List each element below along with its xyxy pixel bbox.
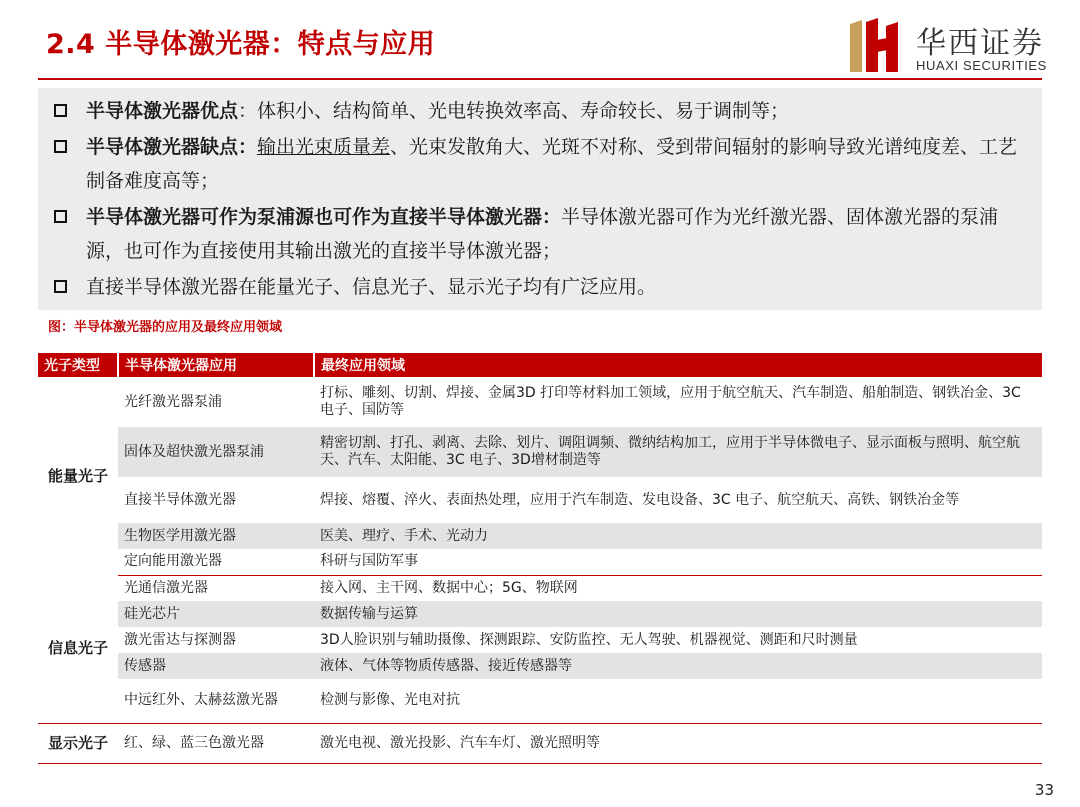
bullet-text: 直接半导体激光器在能量光子、信息光子、显示光子均有广泛应用。	[86, 276, 657, 298]
bullet-panel	[38, 88, 1042, 310]
bullet-heading: 半导体激光器优点	[86, 100, 239, 122]
bullet-applications	[46, 270, 1034, 304]
end-use-field: 焊接、熔覆、淬火、表面热处理，应用于汽车制造、发电设备、3C 电子、航空航天、高铁、钢铁冶金等	[320, 491, 960, 508]
bullet-text: 、光束发散角大、光斑不对称、受到带间辐射的影响导致光谱纯度差、工艺制备难度高等；	[86, 136, 1018, 192]
photon-category: 信息光子	[38, 575, 118, 723]
bullet-pump-source	[46, 200, 1034, 268]
laser-application: 传感器	[118, 653, 314, 679]
square-bullet-icon	[54, 280, 67, 293]
photon-category: 能量光子	[47, 466, 108, 485]
huaxi-logo-icon	[846, 16, 906, 76]
column-header: 半导体激光器应用	[118, 353, 314, 377]
applications-table	[38, 353, 1042, 764]
photon-category: 显示光子	[38, 723, 118, 763]
table-row	[38, 549, 1042, 575]
bullet-heading: 半导体激光器缺点：	[86, 136, 258, 158]
end-use-field: 检测与影像、光电对抗	[314, 679, 1042, 723]
end-use-field: 数据传输与运算	[314, 601, 1042, 627]
laser-application: 硅光芯片	[118, 601, 314, 627]
table-row	[38, 653, 1042, 679]
table-row	[38, 377, 1042, 427]
table-row	[38, 627, 1042, 653]
page-number: 33	[1034, 781, 1054, 799]
end-use-field: 液体、气体等物质传感器、接近传感器等	[314, 653, 1042, 679]
table-header-row	[38, 353, 1042, 377]
company-logo	[846, 12, 1056, 78]
table-row	[38, 679, 1042, 723]
square-bullet-icon	[54, 210, 67, 223]
title-rule	[38, 78, 1042, 80]
end-use-field: 医美、理疗、手术、光动力	[314, 523, 1042, 549]
logo-text-cn: 华西证券	[916, 26, 1044, 61]
bullet-text: ：体积小、结构简单、光电转换效率高、寿命较长、易于调制等；	[238, 100, 790, 122]
laser-application: 光通信激光器	[124, 579, 208, 596]
figure-caption: 图：半导体激光器的应用及最终应用领域	[48, 320, 283, 335]
table-row	[38, 523, 1042, 549]
end-use-field: 接入网、主干网、数据中心；5G、物联网	[320, 579, 578, 596]
laser-application: 生物医学用激光器	[118, 523, 314, 549]
laser-application: 中远红外、太赫兹激光器	[118, 679, 314, 723]
square-bullet-icon	[54, 140, 67, 153]
laser-application: 激光雷达与探测器	[124, 631, 236, 648]
table-row	[38, 723, 1042, 763]
bullet-heading: 半导体激光器可作为泵浦源也可作为直接半导体激光器：	[86, 206, 562, 228]
bullet-disadvantages	[46, 130, 1034, 198]
table-row	[38, 601, 1042, 627]
table-row	[38, 575, 1042, 601]
bullet-underlined-text: 输出光束质量差	[257, 136, 391, 158]
laser-application: 固体及超快激光器泵浦	[118, 427, 314, 477]
end-use-field: 打标、雕刻、切割、焊接、金属3D 打印等材料加工领域，应用于航空航天、汽车制造、船舶制造、钢铁冶金、3C 电子、国防等	[320, 385, 1021, 418]
end-use-field: 科研与国防军事	[314, 549, 1042, 575]
laser-application: 直接半导体激光器	[124, 491, 236, 508]
end-use-field: 激光电视、激光投影、汽车车灯、激光照明等	[314, 723, 1042, 763]
page-title: 2.4 半导体激光器：特点与应用	[46, 29, 436, 60]
logo-text-en: HUAXI SECURITIES	[916, 58, 1047, 73]
end-use-field: 精密切割、打孔、剥离、去除、划片、调阻调频、微纳结构加工，应用于半导体微电子、显示面板与照明、航空航天、汽车、太阳能、3C 电子、3D增材制造等	[314, 427, 1042, 477]
column-header: 光子类型	[38, 353, 118, 377]
table-row	[38, 477, 1042, 523]
laser-application: 光纤激光器泵浦	[124, 393, 222, 410]
bullet-text: 半导体激光器可作为光纤激光器、固体激光器的泵浦源，也可作为直接使用其输出激光的直接半导体激光器；	[86, 206, 999, 262]
square-bullet-icon	[54, 104, 67, 117]
table-row	[38, 427, 1042, 477]
column-header: 最终应用领域	[314, 353, 1042, 377]
laser-application: 红、绿、蓝三色激光器	[118, 723, 314, 763]
laser-application: 定向能用激光器	[118, 549, 314, 575]
end-use-field: 3D人脸识别与辅助摄像、探测跟踪、安防监控、无人驾驶、机器视觉、测距和尺时测量	[320, 631, 858, 648]
bullet-advantages	[46, 94, 1034, 128]
